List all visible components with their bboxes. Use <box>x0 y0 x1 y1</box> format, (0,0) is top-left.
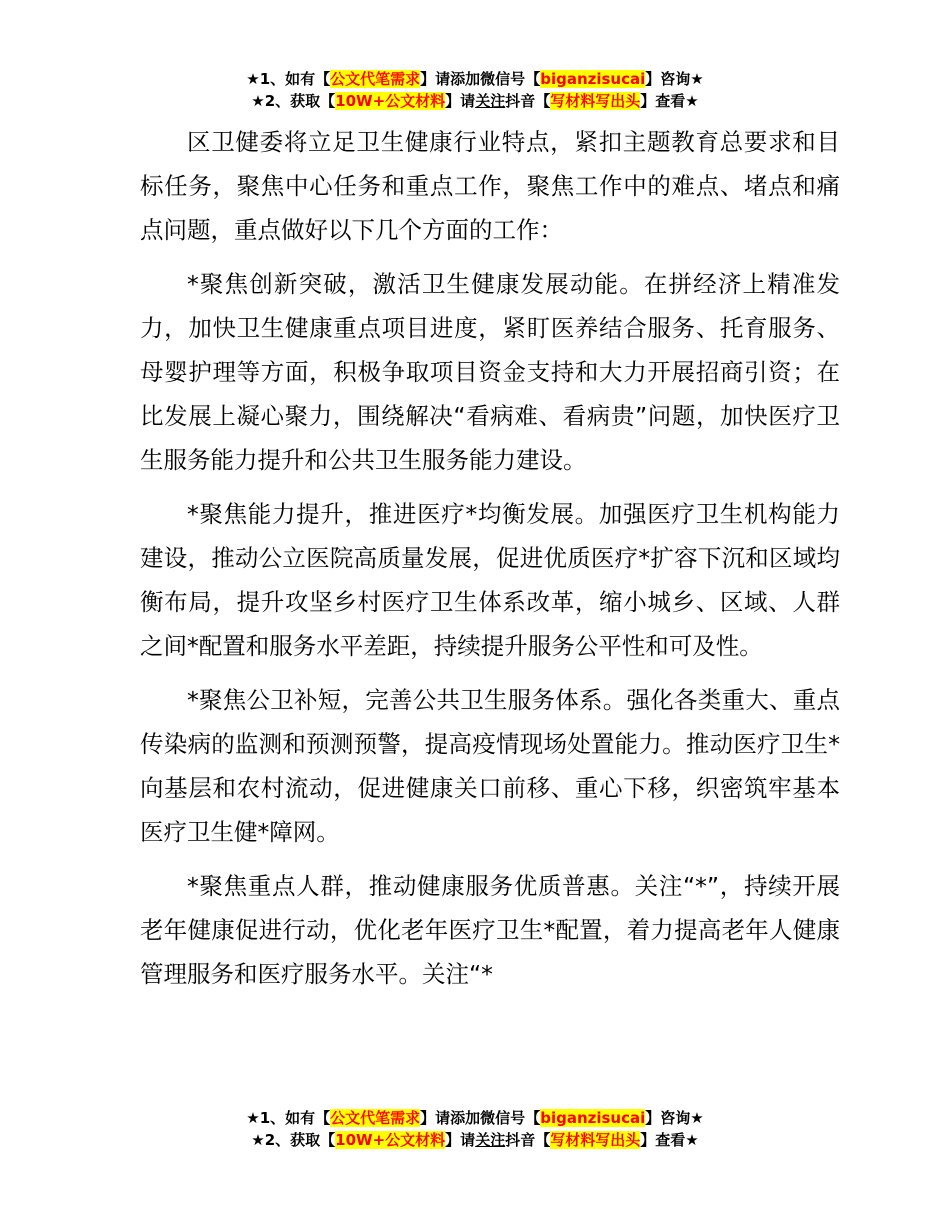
bracket: 】 <box>645 70 661 88</box>
bracket: 】 <box>420 70 436 88</box>
highlight-materials: 10W+公文材料 <box>335 92 446 110</box>
highlight-service: 公文代笔需求 <box>330 1109 421 1127</box>
bracket: 【 <box>535 1131 551 1149</box>
banner-line-1 <box>0 68 950 90</box>
banner-text: 抖音 <box>505 1131 536 1149</box>
bracket: 【 <box>525 1109 541 1127</box>
banner-text: 1、如有 <box>259 1109 316 1127</box>
highlight-materials: 10W+公文材料 <box>335 1131 446 1149</box>
bracket: 】 <box>445 1131 461 1149</box>
paragraph-capacity: *聚焦能力提升，推进医疗*均衡发展。加强医疗卫生机构能力建设，推动公立医院高质量发展，促进优质医疗*扩容下沉和区域均衡布局，提升攻坚乡村医疗卫生体系改革，缩小城乡、区域、人群之间*配置和服务水平差距，持续提升服务公平性和可及性。 <box>140 500 840 660</box>
star-icon: ★ <box>251 92 265 110</box>
bracket: 】 <box>445 92 461 110</box>
bracket: 】 <box>420 1109 436 1127</box>
highlight-douyin: 写材料写出头 <box>550 92 641 110</box>
underlined-text: 关注 <box>475 92 506 110</box>
bracket: 【 <box>525 70 541 88</box>
bracket: 】 <box>640 92 656 110</box>
banner-text: 请 <box>460 1131 476 1149</box>
bracket: 【 <box>320 92 336 110</box>
highlight-wechat-id: biganzisucai <box>540 70 646 88</box>
bracket: 】 <box>640 1131 656 1149</box>
bracket: 】 <box>645 1109 661 1127</box>
banner-text: 咨询 <box>660 1109 691 1127</box>
paragraph-intro: 区卫健委将立足卫生健康行业特点，紧扣主题教育总要求和目标任务，聚焦中心任务和重点工作，聚焦工作中的难点、堵点和痛点问题，重点做好以下几个方面的工作： <box>140 128 840 244</box>
star-icon: ★ <box>251 1131 265 1149</box>
paragraph-innovation: *聚焦创新突破，激活卫生健康发展动能。在拼经济上精准发力，加快卫生健康重点项目进度，紧盯医养结合服务、托育服务、母婴护理等方面，积极争取项目资金支持和大力开展招商引资；在比发展上凝心聚力，围绕解决“看病难、看病贵”问题，加快医疗卫生服务能力提升和公共卫生服务能力建设。 <box>140 270 840 474</box>
star-icon: ★ <box>246 70 260 88</box>
paragraph-public-health: *聚焦公卫补短，完善公共卫生服务体系。强化各类重大、重点传染病的监测和预测预警，提高疫情现场处置能力。推动医疗卫生*向基层和农村流动，促进健康关口前移、重心下移，织密筑牢基本医疗卫生健*障网。 <box>140 686 840 846</box>
bracket: 【 <box>320 1131 336 1149</box>
banner-line-2 <box>0 1129 950 1151</box>
footer-banner <box>0 1107 950 1151</box>
star-icon: ★ <box>246 1109 260 1127</box>
banner-text: 抖音 <box>505 92 536 110</box>
banner-text: 2、获取 <box>264 92 321 110</box>
banner-text: 1、如有 <box>259 70 316 88</box>
banner-text: 请 <box>460 92 476 110</box>
highlight-wechat-id: biganzisucai <box>540 1109 646 1127</box>
bracket: 【 <box>315 1109 331 1127</box>
banner-text: 咨询 <box>660 70 691 88</box>
banner-text: 请添加微信号 <box>435 1109 526 1127</box>
banner-text: 查看 <box>655 1131 686 1149</box>
header-banner <box>0 68 950 112</box>
star-icon: ★ <box>685 1131 699 1149</box>
bracket: 【 <box>535 92 551 110</box>
star-icon: ★ <box>690 70 704 88</box>
paragraph-key-groups: *聚焦重点人群，推动健康服务优质普惠。关注“*”，持续开展老年健康促进行动，优化老年医疗卫生*配置，着力提高老年人健康管理服务和医疗服务水平。关注“* <box>140 872 840 988</box>
banner-line-2 <box>0 90 950 112</box>
banner-text: 2、获取 <box>264 1131 321 1149</box>
document-body <box>140 120 840 1006</box>
bracket: 【 <box>315 70 331 88</box>
underlined-text: 关注 <box>475 1131 506 1149</box>
highlight-douyin: 写材料写出头 <box>550 1131 641 1149</box>
star-icon: ★ <box>685 92 699 110</box>
banner-line-1 <box>0 1107 950 1129</box>
highlight-service: 公文代笔需求 <box>330 70 421 88</box>
star-icon: ★ <box>690 1109 704 1127</box>
banner-text: 请添加微信号 <box>435 70 526 88</box>
banner-text: 查看 <box>655 92 686 110</box>
